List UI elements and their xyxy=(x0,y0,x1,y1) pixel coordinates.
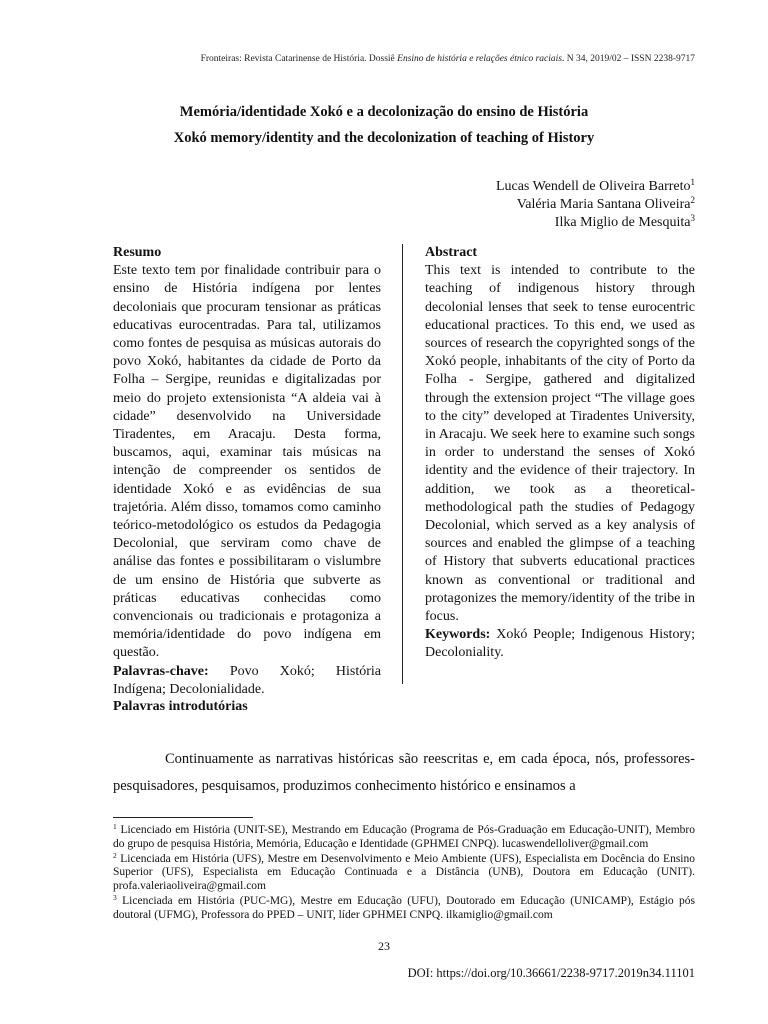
abstract-column xyxy=(425,244,695,663)
abstract-heading: Abstract xyxy=(425,245,478,260)
author-1 xyxy=(496,178,695,196)
author-3 xyxy=(496,214,695,232)
author-name: Valéria Maria Santana Oliveira xyxy=(516,197,691,212)
keywords-value: Povo Xokó; História Indígena; Decolonialidade. xyxy=(113,663,382,697)
footnote-text: Licenciada em História (UFS), Mestre em Desenvolvimento e Meio Ambiente (UFS), Especialista em Docência do Ensino Superior (UFS), Especialista em Educação Continuada e a Distância (UNB), Doutora em Educação (UNIT). profa.valeriaoliveira@gmail.com xyxy=(113,852,695,893)
title-portuguese: Memória/identidade Xokó e a decolonização do ensino de História xyxy=(179,104,589,120)
footnote-3 xyxy=(113,892,696,923)
footnote-2 xyxy=(113,850,695,894)
keywords-value: Xokó People; Indigenous History; Decoloniality. xyxy=(425,627,695,661)
footnote-mark[interactable]: 3 xyxy=(690,213,695,223)
body-text xyxy=(113,746,695,800)
author-2 xyxy=(496,196,695,214)
abstract-text: This text is intended to contribute to the teaching of indigenous history through decolonial lenses that seek to tense eurocentric educational practices. To this end, we used as sources of research the copyrighted songs of the Xokó people, inhabitants of the city of Porto da Folha - Sergipe, gathered and digitalized through the extension project “The village goes to the city” developed at Tiradentes University, in Aracaju. We seek here to examine such songs in order to understand the senses of Xokó identity and the evidence of their trajectory. In addition, we took as a theoretical-methodological path the studies of Pedagogy Decolonial, which served as a key analysis of sources and enabled the glimpse of a teaching of History that subverts educational practices known as conventional or traditional and protagonizes the memory/identity of the tribe in focus. xyxy=(425,263,695,625)
page-number: 23 xyxy=(378,939,390,953)
dossier-title: Ensino de história e relações étnico raciais xyxy=(397,54,562,64)
footnote-mark[interactable]: 2 xyxy=(690,195,695,205)
footnote-number: 2 xyxy=(113,850,117,860)
footnote-text: Licenciado em História (UNIT-SE), Mestrando em Educação (Programa de Pós-Graduação em Educação-UNIT), Membro do grupo de pesquisa História, Memória, Educação e Identidade (GPHMEI CNPQ). lucaswendelloliver@gmail.com xyxy=(113,824,696,850)
footnote-1 xyxy=(113,824,695,852)
doi-link[interactable]: DOI: https://doi.org/10.36661/2238-9717.2019n34.11101 xyxy=(407,966,695,980)
keywords-label: Palavras-chave: xyxy=(113,663,209,679)
footnote-number: 1 xyxy=(113,822,117,831)
body-paragraph: Continuamente as narrativas históricas são reescritas e, em cada época, nós, professores-pesquisadores, pesquisamos, produzimos conhecimento histórico e ensinamos a xyxy=(113,751,695,794)
footnote-text: Licenciada em História (PUC-MG), Mestre em Educação (UFU), Doutorado em Educação (UNICAMP), Estágio pós doutoral (UFMG), Professora do PPED – UNIT, líder GPHMEI CNPQ. ilkamiglio@gmail.com xyxy=(113,894,696,921)
journal-suffix: . N 34, 2019/02 – ISSN 2238-9717 xyxy=(561,54,695,64)
footnotes xyxy=(113,824,695,924)
section-heading: Palavras introdutórias xyxy=(113,699,248,714)
author-name: Ilka Miglio de Mesquita xyxy=(554,215,691,230)
journal-prefix: Fronteiras: Revista Catarinense de História. Dossiê xyxy=(200,54,398,64)
resumo-column xyxy=(113,244,381,699)
footnote-mark[interactable]: 1 xyxy=(690,177,695,187)
running-header xyxy=(0,54,695,64)
abstract-keywords xyxy=(425,626,695,662)
column-divider xyxy=(402,244,403,684)
resumo-heading: Resumo xyxy=(113,245,162,260)
author-name: Lucas Wendell de Oliveira Barreto xyxy=(495,179,691,194)
footnote-rule xyxy=(113,817,253,818)
author-list xyxy=(496,178,695,232)
keywords-label: Keywords: xyxy=(425,627,491,643)
resumo-text: Este texto tem por finalidade contribuir para o ensino de História indígena por lentes decoloniais que procuram tensionar as práticas educativas eurocentradas. Para tal, utilizamos como fontes de pesquisa as músicas autorais do povo Xokó, habitantes da cidade de Porto da Folha – Sergipe, reunidas e digitalizadas por meio do projeto extensionista “A aldeia vai à cidade” desenvolvido na Universidade Tiradentes, em Aracaju. Desta forma, buscamos, aqui, examinar tais músicas na intenção de compreender os sentidos de identidade Xokó e as evidências de sua trajetória. Além disso, tomamos como caminho teórico-metodológico os estudos da Pedagogia Decolonial, que serviram como chave de análise das fontes e possibilitaram o vislumbre de um ensino de História que subverte as práticas educativas conhecidas como convencionais ou tradicionais e protagoniza a memória/identidade do povo indígena em questão. xyxy=(113,263,381,661)
resumo-keywords xyxy=(113,663,381,699)
title-english: Xokó memory/identity and the decolonization of teaching of History xyxy=(173,130,595,146)
footnote-number: 3 xyxy=(113,892,117,902)
